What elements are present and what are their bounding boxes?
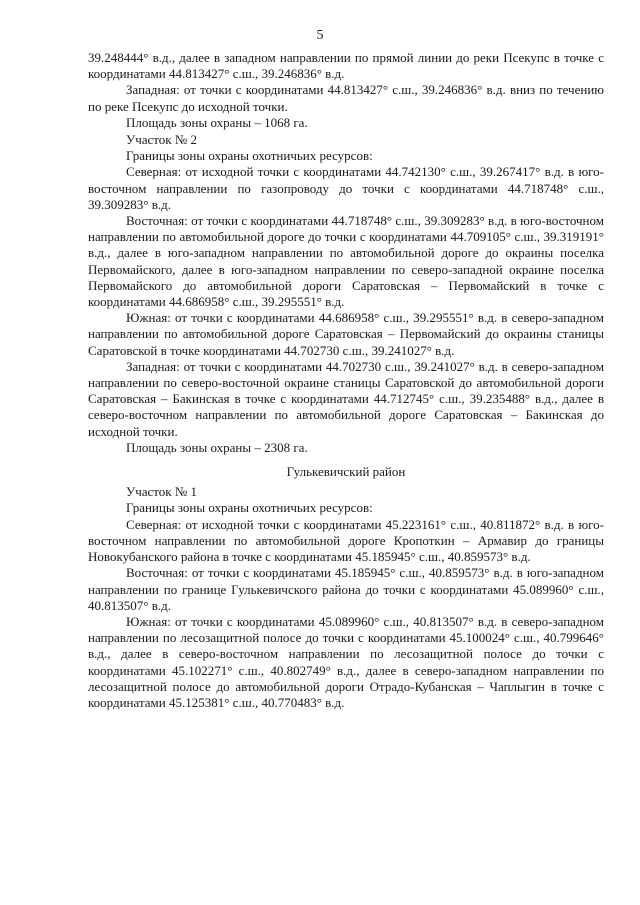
body-text: [88, 50, 604, 711]
paragraph: Северная: от исходной точки с координатами 45.223161° с.ш., 40.811872° в.д. в юго-восточном направлении по автомобильной дороге Кропоткин – Армавир до границы Новокубанского района в точке с координатами 45.185945° с.ш., 40.859573° в.д.: [88, 516, 604, 565]
paragraph: 39.248444° в.д., далее в западном направлении по прямой линии до реки Псекупс в точке с координатами 44.813427° с.ш., 39.246836° в.д.: [88, 50, 604, 82]
paragraph: Границы зоны охраны охотничьих ресурсов:: [126, 500, 373, 516]
paragraph: Западная: от точки с координатами 44.813427° с.ш., 39.246836° в.д. вниз по течению по реке Псекупс до исходной точки.: [88, 82, 604, 114]
paragraph: Южная: от точки с координатами 45.089960° с.ш., 40.813507° в.д. в северо-западном направлении по лесозащитной полосе до точки с координатами 45.100024° с.ш., 40.799646° в.д., далее в северо-восточном направлении по лесозащитной полосе до точки с координатами 45.102271° с.ш., 40.802749° в.д., далее в северо-западном направлении по лесозащитной полосе до автомобильной дороги Отрадо-Кубанская – Чаплыгин в точке с координатами 45.125381° с.ш., 40.770483° в.д.: [88, 613, 604, 710]
paragraph: Участок № 2: [126, 132, 198, 148]
page-number: 5: [316, 28, 324, 43]
section-heading: Гулькевичский район: [286, 464, 406, 480]
paragraph: Участок № 1: [126, 484, 198, 500]
paragraph: Восточная: от точки с координатами 44.718748° с.ш., 39.309283° в.д. в юго-восточном направлении по автомобильной дороге до точки с координатами 44.709105° с.ш., 39.319191° в.д., далее в юго-западном направлении по автомобильной дороге до окраины поселка Первомайского, далее в юго-западном направлении по северо-западной окраине поселка Первомайского до автомобильной дороги Саратовская – Первомайский в точке с координатами 44.686958° с.ш., 39.295551° в.д.: [88, 213, 604, 310]
paragraph: Границы зоны охраны охотничьих ресурсов:: [126, 148, 373, 164]
paragraph: Восточная: от точки с координатами 45.185945° с.ш., 40.859573° в.д. в юго-западном направлении по границе Гулькевичского района до точки с координатами 45.089960° с.ш., 40.813507° в.д.: [88, 565, 604, 613]
paragraph: Северная: от исходной точки с координатами 44.742130° с.ш., 39.267417° в.д. в юго-восточном направлении по газопроводу до точки с координатами 44.718748° с.ш., 39.309283° в.д.: [88, 164, 604, 212]
paragraph: Западная: от точки с координатами 44.702730 с.ш., 39.241027° в.д. в северо-западном направлении по северо-восточной окраине станицы Саратовской до автомобильной дороги Саратовская – Бакинская в точке с координатами 44.712745° с.ш., 39.235488° в.д., далее в северо-восточном направлении по автомобильной дороге Саратовская – Бакинская до исходной точки.: [88, 358, 604, 439]
paragraph: Южная: от точки с координатами 44.686958° с.ш., 39.295551° в.д. в северо-западном направлении по автомобильной дороге Саратовская – Первомайский до окраины станицы Саратовской в точке координатами 44.702730 с.ш., 39.241027° в.д.: [88, 310, 604, 358]
paragraph: Площадь зоны охраны – 2308 га.: [126, 439, 308, 455]
paragraph: Площадь зоны охраны – 1068 га.: [126, 114, 308, 130]
